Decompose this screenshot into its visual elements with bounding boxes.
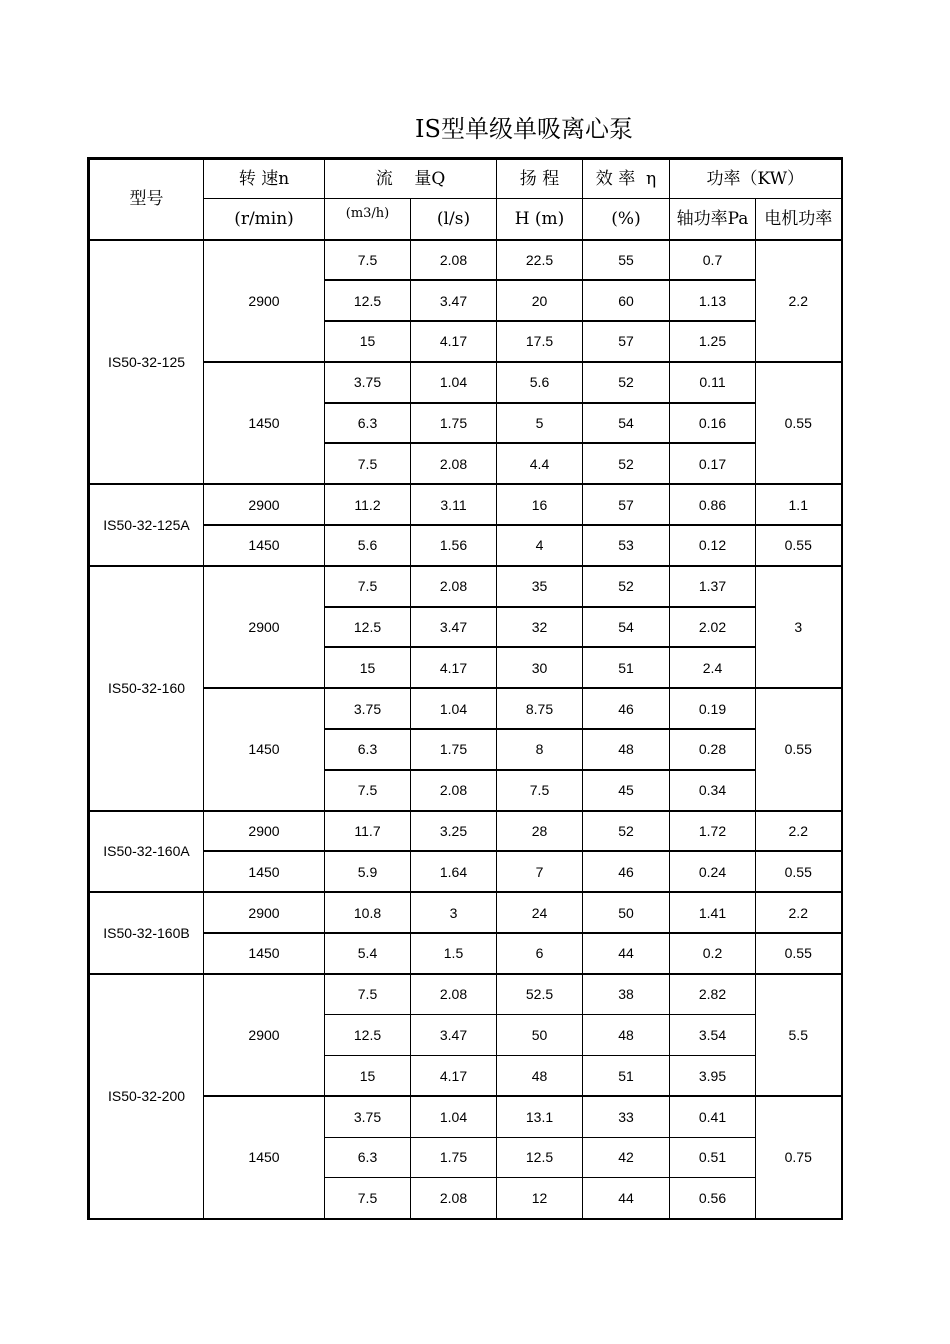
flow-ls-cell: 2.08 [411,770,497,811]
efficiency-cell: 51 [583,1055,670,1096]
table-row [89,566,842,607]
flow-m3h-cell: 3.75 [325,362,411,403]
motor-power-cell: 0.55 [756,362,842,484]
efficiency-cell: 52 [583,362,670,403]
header-flow-ls-unit: (l/s) [411,199,497,240]
speed-cell: 2900 [204,974,325,1096]
header-efficiency-unit: (%) [583,199,670,240]
flow-ls-cell: 1.56 [411,525,497,566]
flow-ls-cell: 2.08 [411,240,497,281]
efficiency-cell: 51 [583,647,670,688]
table-row [89,811,842,852]
shaft-power-cell: 1.41 [670,892,756,933]
shaft-power-cell: 1.72 [670,811,756,852]
shaft-power-cell: 0.51 [670,1137,756,1178]
flow-ls-cell: 1.04 [411,1096,497,1137]
motor-power-cell: 2.2 [756,240,842,362]
motor-power-cell: 0.55 [756,851,842,892]
motor-power-cell: 0.55 [756,688,842,810]
flow-ls-cell: 4.17 [411,321,497,362]
model-name-cell: IS50-32-160B [89,892,204,974]
flow-ls-cell: 1.75 [411,403,497,444]
flow-m3h-cell: 7.5 [325,770,411,811]
head-cell: 5 [497,403,583,444]
pump-spec-table [87,157,843,1220]
flow-ls-cell: 2.08 [411,1178,497,1219]
flow-m3h-cell: 12.5 [325,1015,411,1056]
flow-ls-cell: 2.08 [411,443,497,484]
header-motor-power: 电机功率 [756,199,842,240]
flow-m3h-cell: 3.75 [325,1096,411,1137]
header-shaft-power: 轴功率Pa [670,199,756,240]
head-cell: 24 [497,892,583,933]
head-cell: 30 [497,647,583,688]
flow-ls-cell: 1.04 [411,688,497,729]
flow-m3h-cell: 5.6 [325,525,411,566]
shaft-power-cell: 3.54 [670,1015,756,1056]
head-cell: 7 [497,851,583,892]
header-flow-m3h-unit: (m3/h) [325,199,411,240]
head-cell: 12 [497,1178,583,1219]
head-cell: 32 [497,607,583,648]
flow-m3h-cell: 11.7 [325,811,411,852]
shaft-power-cell: 0.34 [670,770,756,811]
table-body [89,240,842,1219]
model-name-cell: IS50-32-160 [89,566,204,811]
efficiency-cell: 50 [583,892,670,933]
head-cell: 7.5 [497,770,583,811]
speed-cell: 2900 [204,811,325,852]
efficiency-cell: 33 [583,1096,670,1137]
flow-m3h-cell: 6.3 [325,729,411,770]
efficiency-cell: 52 [583,443,670,484]
efficiency-cell: 53 [583,525,670,566]
motor-power-cell: 2.2 [756,811,842,852]
header-head: 扬 程 [497,159,583,199]
flow-ls-cell: 1.75 [411,1137,497,1178]
page-title: IS型单级单吸离心泵 [415,115,633,143]
speed-cell: 2900 [204,566,325,688]
efficiency-cell: 57 [583,484,670,525]
speed-cell: 1450 [204,688,325,810]
shaft-power-cell: 1.25 [670,321,756,362]
header-flow: 流 量Q [325,159,497,199]
flow-ls-cell: 1.64 [411,851,497,892]
flow-m3h-cell: 10.8 [325,892,411,933]
shaft-power-cell: 0.2 [670,933,756,974]
flow-ls-cell: 4.17 [411,647,497,688]
head-cell: 5.6 [497,362,583,403]
motor-power-cell: 1.1 [756,484,842,525]
head-cell: 20 [497,280,583,321]
flow-ls-cell: 2.08 [411,566,497,607]
header-efficiency: 效 率 η [583,159,670,199]
efficiency-cell: 52 [583,566,670,607]
speed-cell: 1450 [204,362,325,484]
flow-m3h-cell: 6.3 [325,403,411,444]
motor-power-cell: 2.2 [756,892,842,933]
head-cell: 4.4 [497,443,583,484]
table-row [89,974,842,1015]
table-row [89,240,842,281]
head-cell: 8.75 [497,688,583,729]
speed-cell: 1450 [204,525,325,566]
flow-ls-cell: 4.17 [411,1055,497,1096]
shaft-power-cell: 0.17 [670,443,756,484]
shaft-power-cell: 0.11 [670,362,756,403]
efficiency-cell: 55 [583,240,670,281]
flow-m3h-cell: 7.5 [325,240,411,281]
flow-ls-cell: 2.08 [411,974,497,1015]
flow-ls-cell: 3 [411,892,497,933]
flow-ls-cell: 1.5 [411,933,497,974]
flow-m3h-cell: 12.5 [325,280,411,321]
head-cell: 8 [497,729,583,770]
head-cell: 17.5 [497,321,583,362]
shaft-power-cell: 0.56 [670,1178,756,1219]
table-row [89,892,842,933]
speed-cell: 2900 [204,892,325,933]
shaft-power-cell: 0.12 [670,525,756,566]
flow-ls-cell: 3.11 [411,484,497,525]
shaft-power-cell: 2.4 [670,647,756,688]
head-cell: 6 [497,933,583,974]
efficiency-cell: 60 [583,280,670,321]
head-cell: 35 [497,566,583,607]
header-head-unit: H (m) [497,199,583,240]
flow-m3h-cell: 7.5 [325,443,411,484]
efficiency-cell: 52 [583,811,670,852]
shaft-power-cell: 0.86 [670,484,756,525]
head-cell: 4 [497,525,583,566]
flow-ls-cell: 3.25 [411,811,497,852]
speed-cell: 1450 [204,1096,325,1218]
efficiency-cell: 44 [583,933,670,974]
efficiency-cell: 46 [583,688,670,729]
shaft-power-cell: 0.7 [670,240,756,281]
header-row-1 [89,159,842,199]
motor-power-cell: 5.5 [756,974,842,1096]
head-cell: 13.1 [497,1096,583,1137]
flow-ls-cell: 3.47 [411,607,497,648]
flow-m3h-cell: 5.4 [325,933,411,974]
flow-m3h-cell: 15 [325,1055,411,1096]
flow-m3h-cell: 3.75 [325,688,411,729]
header-speed-unit: (r/min) [204,199,325,240]
shaft-power-cell: 1.37 [670,566,756,607]
header-speed: 转 速n [204,159,325,199]
speed-cell: 2900 [204,484,325,525]
flow-m3h-cell: 7.5 [325,974,411,1015]
efficiency-cell: 38 [583,974,670,1015]
head-cell: 16 [497,484,583,525]
head-cell: 50 [497,1015,583,1056]
efficiency-cell: 57 [583,321,670,362]
flow-m3h-cell: 15 [325,321,411,362]
efficiency-cell: 48 [583,1015,670,1056]
shaft-power-cell: 1.13 [670,280,756,321]
flow-m3h-cell: 5.9 [325,851,411,892]
flow-m3h-cell: 12.5 [325,607,411,648]
flow-ls-cell: 1.04 [411,362,497,403]
flow-m3h-cell: 15 [325,647,411,688]
flow-ls-cell: 3.47 [411,280,497,321]
flow-ls-cell: 1.75 [411,729,497,770]
speed-cell: 2900 [204,240,325,362]
header-model: 型号 [89,159,204,240]
shaft-power-cell: 0.16 [670,403,756,444]
flow-m3h-cell: 11.2 [325,484,411,525]
model-name-cell: IS50-32-125A [89,484,204,566]
head-cell: 52.5 [497,974,583,1015]
shaft-power-cell: 0.28 [670,729,756,770]
efficiency-cell: 44 [583,1178,670,1219]
speed-cell: 1450 [204,933,325,974]
efficiency-cell: 48 [583,729,670,770]
motor-power-cell: 3 [756,566,842,688]
header-power: 功率（KW） [670,159,842,199]
shaft-power-cell: 2.82 [670,974,756,1015]
motor-power-cell: 0.55 [756,525,842,566]
shaft-power-cell: 3.95 [670,1055,756,1096]
model-name-cell: IS50-32-160A [89,811,204,893]
efficiency-cell: 45 [583,770,670,811]
head-cell: 22.5 [497,240,583,281]
motor-power-cell: 0.55 [756,933,842,974]
efficiency-cell: 54 [583,607,670,648]
table-header [89,159,842,240]
shaft-power-cell: 0.19 [670,688,756,729]
efficiency-cell: 42 [583,1137,670,1178]
flow-m3h-cell: 6.3 [325,1137,411,1178]
model-name-cell: IS50-32-200 [89,974,204,1219]
speed-cell: 1450 [204,851,325,892]
motor-power-cell: 0.75 [756,1096,842,1218]
table-row [89,484,842,525]
head-cell: 28 [497,811,583,852]
model-name-cell: IS50-32-125 [89,240,204,485]
shaft-power-cell: 2.02 [670,607,756,648]
flow-ls-cell: 3.47 [411,1015,497,1056]
efficiency-cell: 46 [583,851,670,892]
efficiency-cell: 54 [583,403,670,444]
shaft-power-cell: 0.41 [670,1096,756,1137]
shaft-power-cell: 0.24 [670,851,756,892]
flow-m3h-cell: 7.5 [325,566,411,607]
head-cell: 12.5 [497,1137,583,1178]
flow-m3h-cell: 7.5 [325,1178,411,1219]
head-cell: 48 [497,1055,583,1096]
